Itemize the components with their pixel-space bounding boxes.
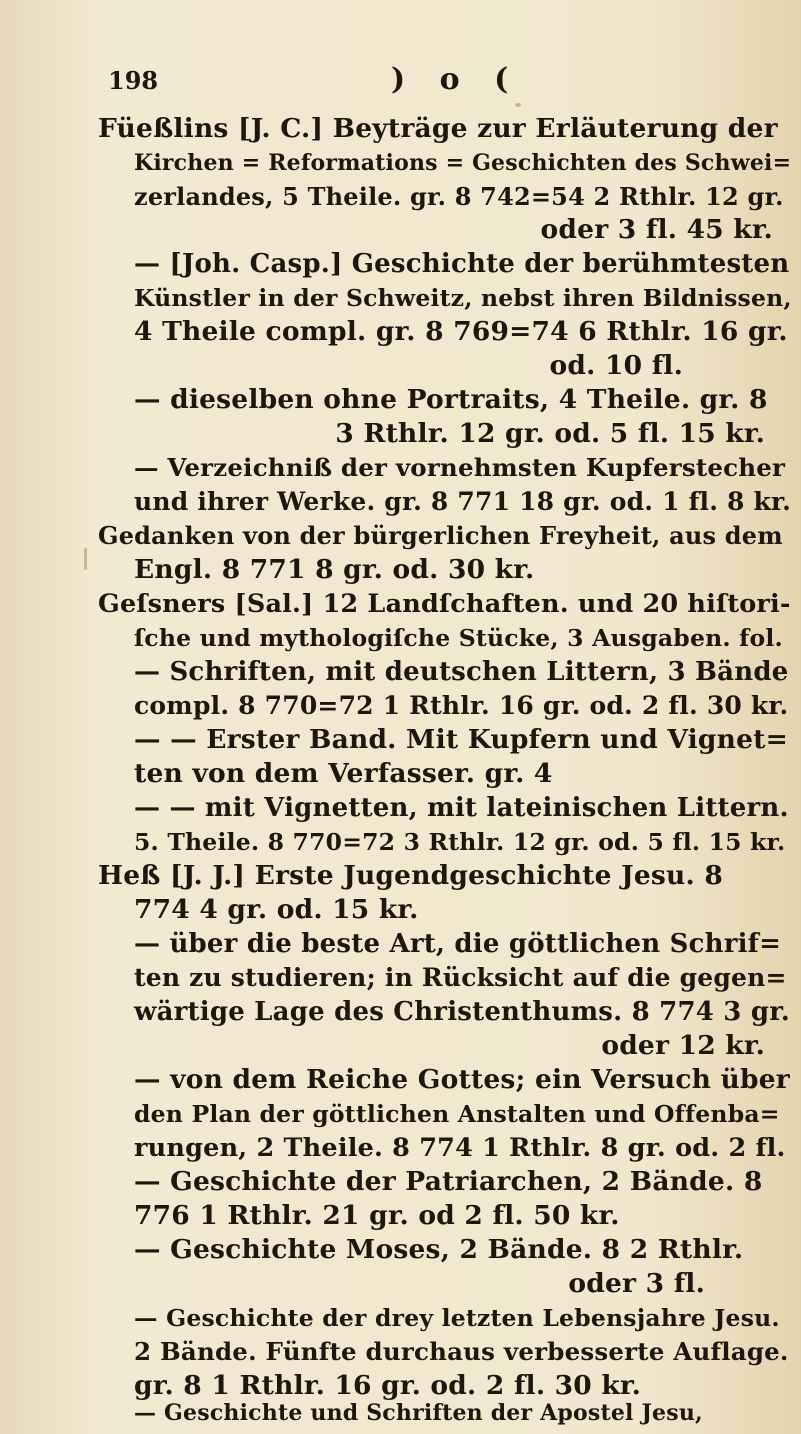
text-line: Künstler in der Schweitz, nebst ihren Bildnissen, <box>134 284 792 312</box>
text-line: Heß [J. J.] Erste Jugendgeschichte Jesu. 8 <box>98 860 723 891</box>
text-line: — [Joh. Casp.] Geschichte der berühmtesten <box>134 249 790 279</box>
text-line: Füeßlins [J. C.] Beyträge zur Erläuterung der <box>98 113 778 144</box>
text-line: 2 Bände. Fünfte durchaus verbesserte Auflage. <box>134 1337 789 1366</box>
text-line: — — mit Vignetten, mit lateinischen Littern. <box>134 793 789 823</box>
header-ornament: ) o ( <box>391 62 521 97</box>
page-number: 198 <box>108 66 159 95</box>
paper-speck <box>84 548 87 570</box>
text-line: 776 1 Rthlr. 21 gr. od 2 fl. 50 kr. <box>134 1200 620 1231</box>
text-line: 5. Theile. 8 770=72 3 Rthlr. 12 gr. od. 5 fl. 15 kr. <box>134 828 786 856</box>
text-line: — dieselben ohne Portraits, 4 Theile. gr. 8 <box>134 384 768 415</box>
text-line: 774 4 gr. od. 15 kr. <box>134 894 419 925</box>
text-line: ten zu studieren; in Rücksicht auf die gegen= <box>134 963 787 992</box>
text-line: compl. 8 770=72 1 Rthlr. 16 gr. od. 2 fl. 30 kr. <box>134 691 789 720</box>
text-line: — Geschichte und Schriften der Apostel Jesu, <box>134 1400 703 1426</box>
text-line: — Schriften, mit deutschen Littern, 3 Bände <box>134 657 789 687</box>
text-line: oder 3 fl. <box>568 1268 705 1299</box>
text-line: und ihrer Werke. gr. 8 771 18 gr. od. 1 fl. 8 kr. <box>134 487 792 516</box>
text-line: Gedanken von der bürgerlichen Freyheit, aus dem <box>98 521 783 550</box>
text-line: — Geschichte der drey letzten Lebensjahre Jesu. <box>134 1304 780 1332</box>
text-line: — von dem Reiche Gottes; ein Versuch über <box>134 1064 790 1095</box>
text-line: — Geschichte der Patriarchen, 2 Bände. 8 <box>134 1166 763 1197</box>
text-line: od. 10 fl. <box>549 350 683 381</box>
text-line: — über die beste Art, die göttlichen Schrif= <box>134 929 782 959</box>
text-line: Kirchen = Reformations = Geschichten des Schwei= <box>134 150 792 176</box>
text-line: 3 Rthlr. 12 gr. od. 5 fl. 15 kr. <box>335 418 765 449</box>
text-line: Geſsners [Sal.] 12 Landſchaften. und 20 hiſtori- <box>98 589 791 619</box>
paper-speck <box>515 103 521 107</box>
text-line: — Verzeichniß der vornehmsten Kupferstecher <box>134 453 786 482</box>
text-line: oder 12 kr. <box>601 1030 765 1061</box>
text-line: gr. 8 1 Rthlr. 16 gr. od. 2 fl. 30 kr. <box>134 1370 642 1401</box>
text-line: wärtige Lage des Christenthums. 8 774 3 gr. <box>134 997 790 1027</box>
text-line: — Geschichte Moses, 2 Bände. 8 2 Rthlr. <box>134 1234 744 1265</box>
text-line: rungen, 2 Theile. 8 774 1 Rthlr. 8 gr. od. 2 fl. <box>134 1133 786 1163</box>
text-line: oder 3 fl. 45 kr. <box>540 214 773 245</box>
text-line: 4 Theile compl. gr. 8 769=74 6 Rthlr. 16 gr. <box>134 316 788 347</box>
text-line: — — Erster Band. Mit Kupfern und Vignet= <box>134 724 789 755</box>
text-line: den Plan der göttlichen Anstalten und Offenba= <box>134 1100 780 1128</box>
text-line: Engl. 8 771 8 gr. od. 30 kr. <box>134 554 535 585</box>
text-line: zerlandes, 5 Theile. gr. 8 742=54 2 Rthlr. 12 gr. <box>134 182 784 211</box>
text-line: ten von dem Verfasser. gr. 4 <box>134 758 553 789</box>
text-line: ſche und mythologiſche Stücke, 3 Ausgaben. fol. <box>134 624 783 652</box>
